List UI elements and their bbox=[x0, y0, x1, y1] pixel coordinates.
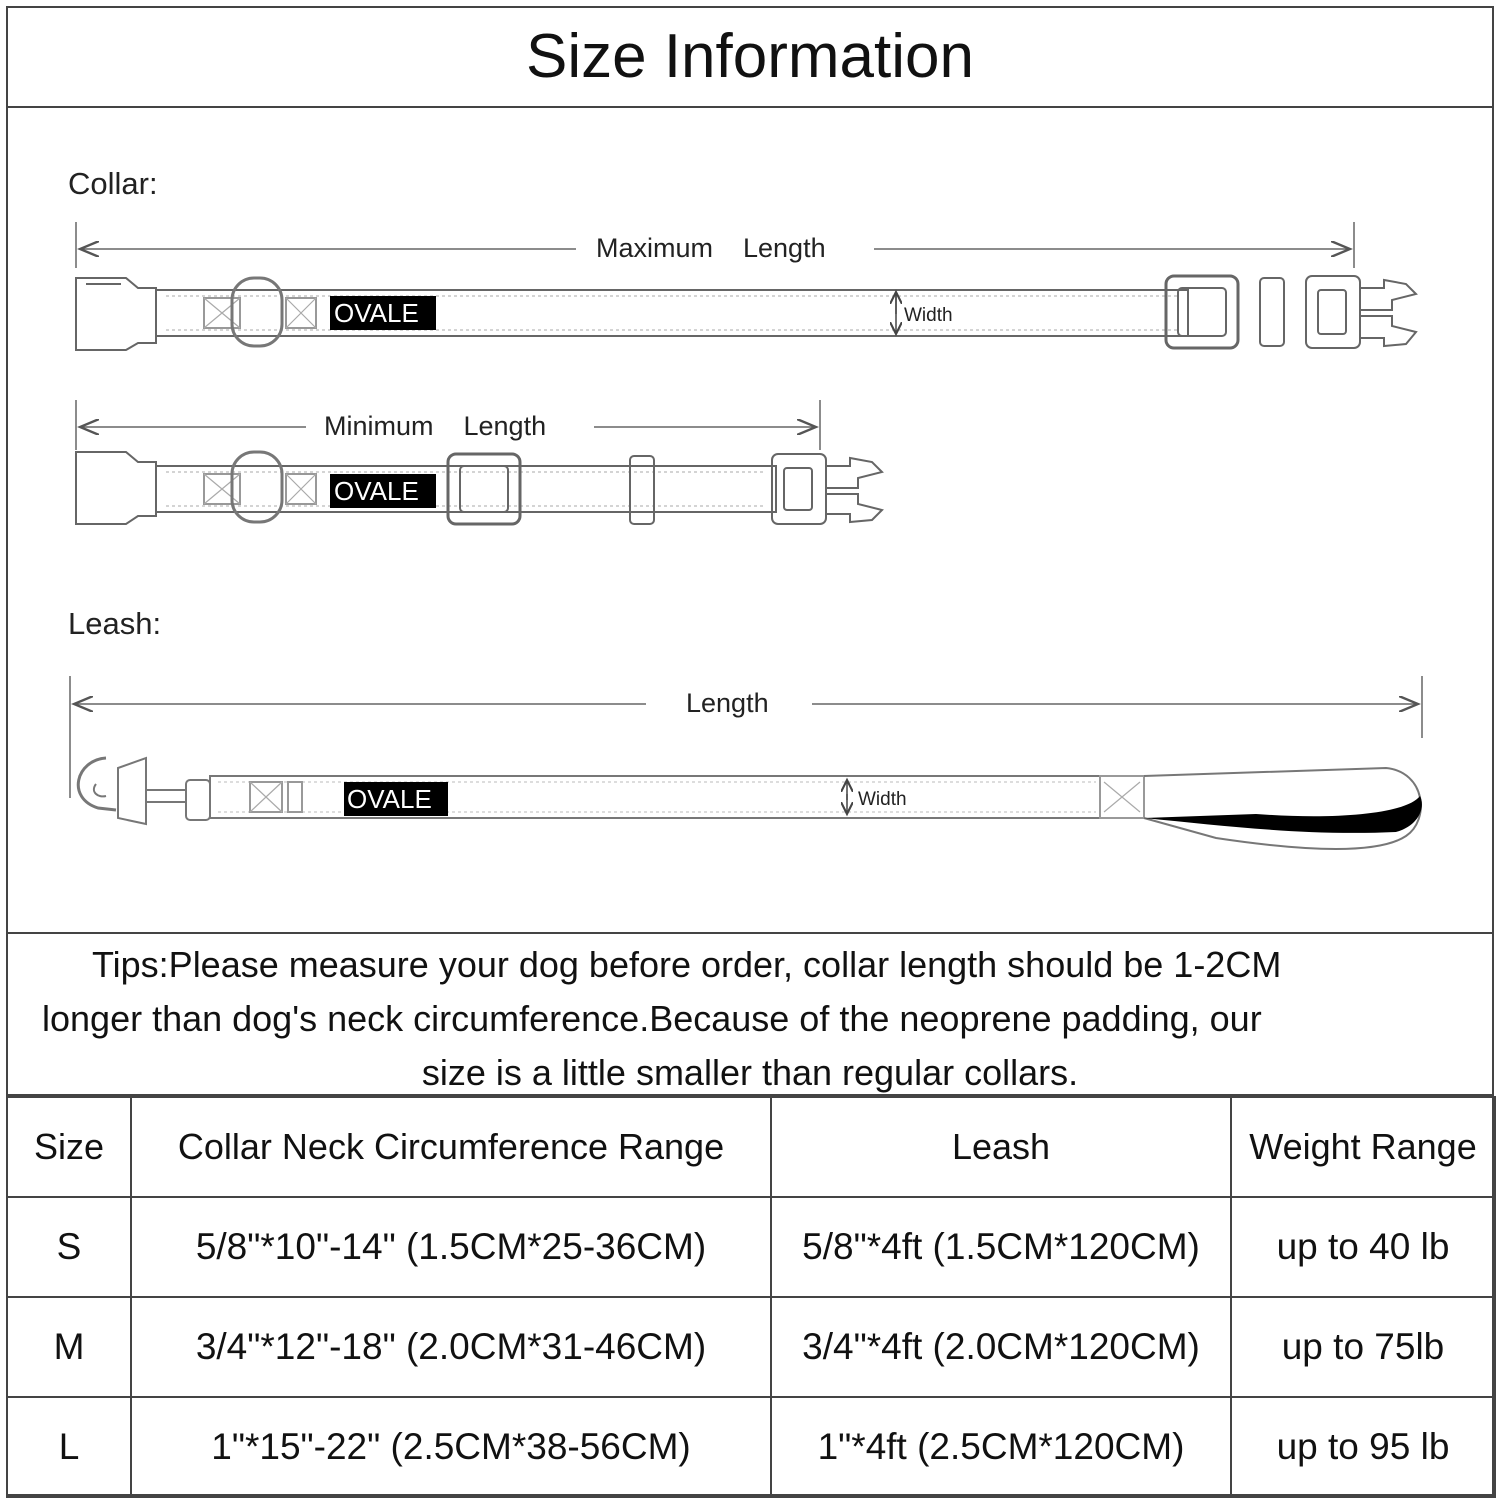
header-leash: Leash bbox=[771, 1097, 1231, 1197]
size-table bbox=[6, 1096, 1496, 1498]
cell-weight-range: up to 40 lb bbox=[1231, 1197, 1495, 1297]
max-length-label: Maximum Length bbox=[596, 233, 826, 263]
cell-collar-range: 1"*15"-22" (2.5CM*38-56CM) bbox=[131, 1397, 771, 1497]
table-header-row bbox=[7, 1097, 1495, 1197]
header-collar-range: Collar Neck Circumference Range bbox=[131, 1097, 771, 1197]
tips-line-3: size is a little smaller than regular collars. bbox=[421, 1052, 1079, 1093]
table-row bbox=[7, 1297, 1495, 1397]
cell-leash: 5/8"*4ft (1.5CM*120CM) bbox=[771, 1197, 1231, 1297]
cell-size: S bbox=[7, 1197, 131, 1297]
min-length-label: Minimum Length bbox=[324, 411, 547, 441]
tips-text bbox=[6, 932, 1494, 1096]
leash-label: Leash: bbox=[68, 606, 162, 641]
collar-min-drawing bbox=[76, 452, 882, 524]
cell-leash: 1"*4ft (2.5CM*120CM) bbox=[771, 1397, 1231, 1497]
page-title: Size Information bbox=[6, 6, 1494, 108]
table-row bbox=[7, 1197, 1495, 1297]
leash-length-dimension bbox=[70, 676, 1422, 798]
max-length-dimension bbox=[76, 222, 1354, 268]
leash-length-label: Length bbox=[686, 688, 769, 718]
brand-label-max: OVALE bbox=[334, 298, 419, 328]
leash-drawing bbox=[78, 758, 1421, 849]
collar-width-label: Width bbox=[904, 305, 953, 326]
leash-width-label: Width bbox=[858, 789, 907, 810]
brand-label-leash: OVALE bbox=[347, 784, 432, 814]
header-weight-range: Weight Range bbox=[1231, 1097, 1495, 1197]
collar-label: Collar: bbox=[68, 166, 158, 201]
leash-width-dimension bbox=[847, 780, 907, 814]
cell-size: M bbox=[7, 1297, 131, 1397]
cell-size: L bbox=[7, 1397, 131, 1497]
cell-leash: 3/4"*4ft (2.0CM*120CM) bbox=[771, 1297, 1231, 1397]
header-size: Size bbox=[7, 1097, 131, 1197]
min-length-dimension bbox=[76, 400, 820, 450]
leash-handle-padding bbox=[1144, 796, 1422, 833]
cell-collar-range: 5/8"*10"-14" (1.5CM*25-36CM) bbox=[131, 1197, 771, 1297]
cell-weight-range: up to 95 lb bbox=[1231, 1397, 1495, 1497]
cell-weight-range: up to 75lb bbox=[1231, 1297, 1495, 1397]
table-row bbox=[7, 1397, 1495, 1497]
brand-label-min: OVALE bbox=[334, 476, 419, 506]
collar-max-drawing bbox=[76, 276, 1416, 350]
tips-line-2: longer than dog's neck circumference.Because of the neoprene padding, our bbox=[42, 998, 1262, 1039]
size-diagram bbox=[6, 108, 1494, 932]
tips-line-1: Tips:Please measure your dog before order, collar length should be 1-2CM bbox=[92, 944, 1282, 985]
cell-collar-range: 3/4"*12"-18" (2.0CM*31-46CM) bbox=[131, 1297, 771, 1397]
collar-width-dimension bbox=[896, 292, 953, 334]
